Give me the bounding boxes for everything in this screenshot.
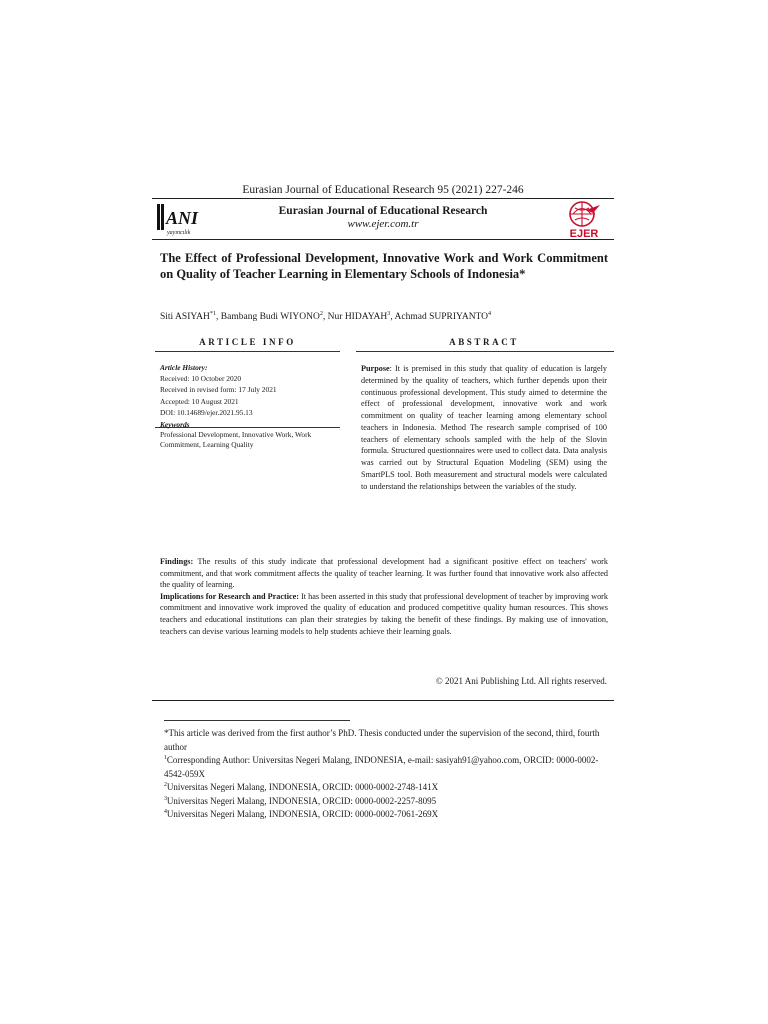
footnote-star: *This article was derived from the first author’s PhD. Thesis conducted under the supervision of the second, third, fourth author xyxy=(164,728,600,752)
footnote-2-marker: 2 xyxy=(164,782,167,788)
keywords-label: Keywords xyxy=(160,420,190,430)
journal-name: Eurasian Journal of Educational Research xyxy=(278,205,488,217)
article-title: The Effect of Professional Development, Innovative Work and Work Commitment on Quality of Teacher Learning in Elementary Schools of Indonesia* xyxy=(160,251,608,282)
keywords: Professional Development, Innovative Work, Work Commitment, Learning Quality xyxy=(160,430,312,450)
footnote-3: $^3$Universitas Negeri Malang, INDONESIA, ORCID: 0000-0002-2257-8095 xyxy=(164,795,437,806)
purpose-label: Purpose xyxy=(361,364,390,373)
article-info-heading: ARTICLE INFO xyxy=(199,337,296,347)
received-date: Received: 10 October 2020 xyxy=(160,374,242,384)
findings-label: Findings: xyxy=(160,557,194,566)
header-bottom-rule xyxy=(152,239,614,240)
header-top-rule xyxy=(152,198,614,199)
abstract-purpose xyxy=(361,363,607,492)
article-info-box xyxy=(160,362,340,451)
purpose-text: : It is premised in this study that quality of education is largely determined by the quality of teachers, which further depends upon their continuous professional development. This study aimed to determine the effect of professional development, innovative work and work commitment on quality of teacher learning among elementary school teachers in Indonesia. Method The research sample comprised of 100 teachers of elementary schools sampled with the help of the Slovin formula. Structured questionnaires were used to collect data. Data analysis was carried out by Structural Equation Modeling (SEM) using the SmartPLS tool. Both measurement and structural models were calculated to understand the relationships between the variables of the study. xyxy=(361,364,607,491)
article-history-label: Article History: xyxy=(160,363,208,372)
author-2: , Bambang Budi WIYONO xyxy=(216,312,320,322)
revised-date: Received in revised form: 17 July 2021 xyxy=(160,385,277,395)
author-3: , Nur HIDAYAH xyxy=(322,312,388,322)
ejer-logo-text: EJER xyxy=(569,228,599,239)
ani-logo-subtext: yayıncılık xyxy=(167,230,191,236)
author-4-affiliation: 4 xyxy=(488,310,492,317)
article-info-rule xyxy=(155,351,340,352)
ani-logo-text: ANI xyxy=(166,208,199,228)
abstract-rule xyxy=(356,351,614,352)
journal-url[interactable]: www.ejer.com.tr xyxy=(347,218,419,230)
implications-label: Implications for Research and Practice: xyxy=(160,591,299,601)
findings-text: The results of this study indicate that professional development had a significant positive effect on teachers' work commitment, and that work commitment affects the quality of teacher learning. It was further found that innovative work also affected the quality of learning. xyxy=(160,557,608,590)
footnote-1-marker: 1 xyxy=(164,755,167,761)
footnote-4-marker: 4 xyxy=(164,809,167,815)
author-1-affiliation: *1 xyxy=(209,310,217,317)
implications-text: It has been asserted in this study that professional development of teacher by improving work commitment and innovative work improved the quality of education and produced competitive quality human resources. This shows teachers and educational institutions can plan their strategies by taking the benefit of these findings. By making use of innovation, teachers can devise various learning models to help students achieve their learning goals. xyxy=(160,591,608,636)
abstract-findings-implications xyxy=(160,556,608,637)
ani-publishing-logo xyxy=(157,203,205,237)
author-list xyxy=(160,311,608,324)
author-1: Siti ASIYAH xyxy=(160,312,210,322)
author-4: , Achmad SUPRIYANTO xyxy=(390,312,489,322)
footnote-2: $^2$Universitas Negeri Malang, INDONESIA, ORCID: 0000-0002-2748-141X xyxy=(164,782,439,792)
footnote-rule xyxy=(164,720,350,721)
footnote-1: $^1$Corresponding Author: Universitas Negeri Malang, INDONESIA, e-mail: sasiyah91@yahoo.com, ORCID: 0000-0002-4542-059X xyxy=(164,755,599,779)
doi[interactable]: DOI: 10.14689/ejer.2021.95.13 xyxy=(160,407,253,417)
accepted-date: Accepted: 10 August 2021 xyxy=(160,396,239,406)
author-3-affiliation: 3 xyxy=(387,310,391,317)
footnote-3-marker: 3 xyxy=(164,795,167,802)
running-head: Eurasian Journal of Educational Research 95 (2021) 227-246 xyxy=(242,184,524,196)
copyright-notice: © 2021 Ani Publishing Ltd. All rights reserved. xyxy=(435,676,607,686)
abstract-heading: ABSTRACT xyxy=(449,337,519,347)
author-2-affiliation: 2 xyxy=(319,310,323,317)
ejer-logo xyxy=(560,199,608,239)
footnotes xyxy=(164,727,608,822)
footnote-4: $^4$Universitas Negeri Malang, INDONESIA, ORCID: 0000-0002-7061-269X xyxy=(164,809,439,819)
abstract-bottom-rule xyxy=(152,700,614,701)
